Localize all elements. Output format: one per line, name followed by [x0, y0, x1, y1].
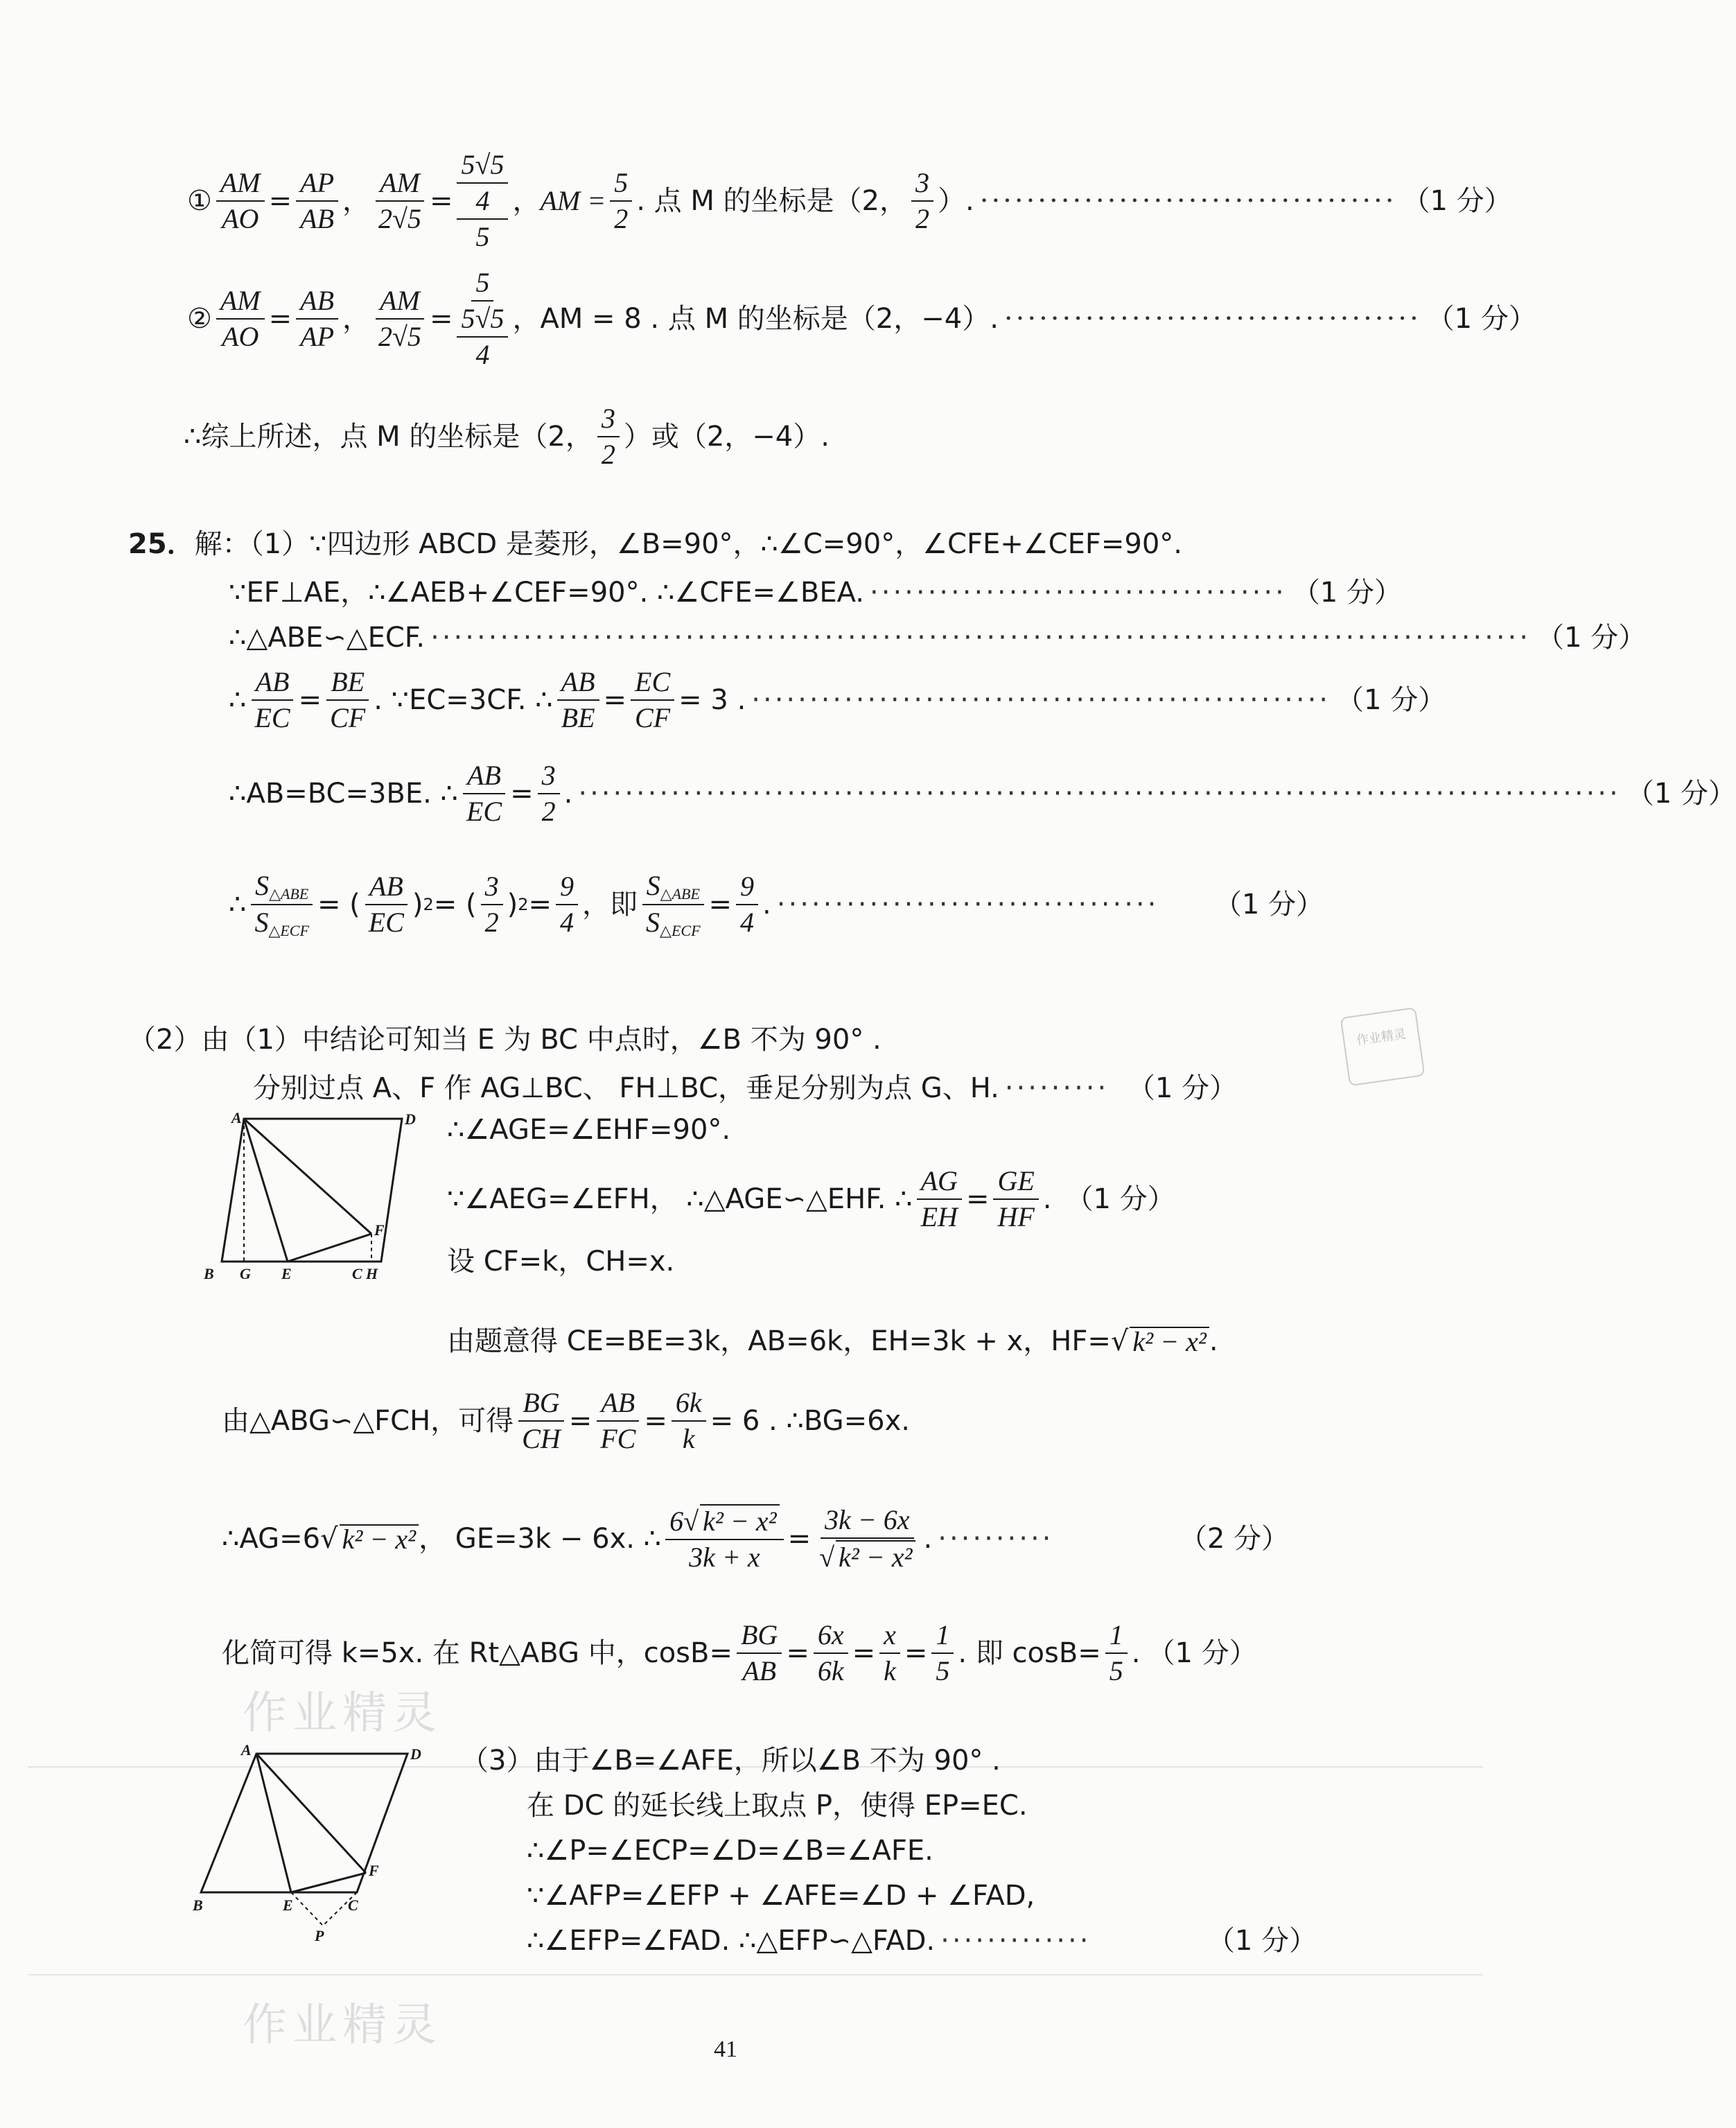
label-p: P — [315, 1927, 324, 1944]
q25-line1: 25． 解：（1）∵四边形 ABCD 是菱形，∠B=90°，∴∠C=90°，∠CFE+∠CEF=90°. — [128, 528, 1182, 560]
label-d: D — [405, 1110, 416, 1128]
question-number: 25． — [128, 528, 195, 560]
q25-line4: ∴ $\frac{AB}{EC}$ = $\frac{BE}{CF}$ . ∵EC=3CF. ∴ $\frac{AB}{BE}$ = $\frac{EC}{CF}$ = 3 . ·················································· （1 分） — [229, 666, 1446, 733]
part2-line6: 由题意得 CE=BE=3k，AB=6k，EH=3k + x，HF= √ k² − x² . — [447, 1325, 1218, 1357]
label-b: B — [193, 1896, 203, 1914]
part2-line5: 设 CF=k，CH=x. — [447, 1246, 675, 1277]
segment-ef — [291, 1873, 366, 1892]
label-f: F — [374, 1221, 385, 1239]
q25-line2: ∵EF⊥AE，∴∠AEB+∠CEF=90°. ∴∠CFE=∠BEA. ···································· （1 分） — [229, 577, 1402, 609]
segment-ae — [244, 1119, 288, 1262]
label-g: G — [240, 1265, 251, 1282]
q25-line5: ∴AB=BC=3BE. ∴ $\frac{AB}{EC}$ = $\frac{3}{2}$ . ·························································································· （1 分） — [229, 760, 1736, 827]
part2-line7: 由△ABG∽△FCH，可得 $\frac{BG}{CH}$ = $\frac{AB}{FC}$ = $\frac{6k}{k}$ = 6 . ∴BG=6x. — [222, 1387, 911, 1454]
q25-line3: ∴△ABE∽△ECF. ······························································································· （1 分） — [229, 622, 1647, 654]
label-e: E — [283, 1896, 293, 1914]
fraction: $\frac{AP}{AB}$ — [296, 166, 338, 236]
part3-line3: ∴∠P=∠ECP=∠D=∠B=∠AFE. — [527, 1835, 933, 1867]
fraction: $\frac{3}{2}$ — [911, 166, 933, 236]
part2-line3: ∴∠AGE=∠EHF=90°. — [447, 1114, 731, 1146]
label-e: E — [281, 1265, 292, 1282]
case1-marker: ① — [187, 185, 212, 217]
watermark: 作业精灵 — [243, 2000, 442, 2051]
am-eq: AM = — [540, 185, 606, 216]
part3-line2: 在 DC 的延长线上取点 P，使得 EP=EC. — [527, 1790, 1028, 1822]
label-b: B — [204, 1265, 214, 1282]
label-f: F — [369, 1862, 379, 1879]
figure-parallelogram-abcd — [187, 1740, 423, 1948]
part3-line5: ∴∠EFP=∠FAD. ∴△EFP∽△FAD. ············· （1 分） — [527, 1925, 1317, 1957]
part2-line1: （2）由（1）中结论可知当 E 为 BC 中点时，∠B 不为 90° . — [128, 1024, 882, 1056]
label-h: H — [366, 1265, 378, 1282]
figure-rectangle-abcd — [201, 1109, 416, 1282]
stamp-icon: 作业精灵 — [1340, 1007, 1426, 1086]
segment-af — [256, 1754, 366, 1873]
fraction: $\frac{5}{2}$ — [610, 166, 632, 236]
part2-line2: 分别过点 A、F 作 AG⊥BC、 FH⊥BC，垂足分别为点 G、H. ········· （1 分） — [253, 1072, 1237, 1104]
fraction: $\frac{AM}{AO}$ — [216, 166, 265, 236]
score-label: （1 分） — [1402, 185, 1512, 217]
label-c: C — [348, 1896, 358, 1914]
part3-line1: （3）由于∠B=∠AFE，所以∠B 不为 90° . — [461, 1745, 1001, 1777]
page-number: 41 — [714, 2037, 737, 2062]
label-c: C — [352, 1265, 362, 1282]
segment-ef — [288, 1234, 371, 1262]
part2-line4: ∵∠AEG=∠EFH， ∴△AGE∽△EHF. ∴ $\frac{AG}{EH}$ = $\frac{GE}{HF}$ . （1 分） — [447, 1165, 1175, 1232]
label-a: A — [231, 1109, 242, 1126]
part2-line9: 化简可得 k=5x. 在 Rt△ABG 中，cosB= $\frac{BG}{AB}$ = $\frac{6x}{6k}$ = $\frac{x}{k}$ = $\frac{1}{5}$ . 即 cosB= $\frac{1}{5}$ . （1 分） — [222, 1619, 1257, 1686]
compound-fraction: $\frac{\frac{5√5}{4}}{5}$ — [457, 148, 508, 254]
compound-fraction: $\frac{5}{\frac{5√5}{4}}$ — [457, 265, 508, 372]
fraction: $\frac{AM}{2√5}$ — [374, 166, 426, 236]
part2-line8: ∴AG=6 √ k² − x² ， GE=3k − 6x. ∴ $\frac{\text{6√ k² − x²}}{3k + x}$ = $\frac{3k - 6x}{\text{√ k² − x²}}$ . ·········· （2 分） — [222, 1504, 1289, 1573]
leader-dots: ···································· — [979, 185, 1397, 217]
segment-ae — [256, 1754, 291, 1892]
q24-case1-line: ① $\frac{AM}{AO}$ = $\frac{AP}{AB}$ ， $\frac{AM}{2√5}$ = $\frac{\frac{5√5}{4}}{5}$ ， AM = $\frac{5}{2}$ . 点 M 的坐标是（2， $\frac{3}{2}$ ）. ···································· （1 分） — [187, 139, 1310, 263]
part3-line4: ∵∠AFP=∠EFP + ∠AFE=∠D + ∠FAD, — [527, 1880, 1035, 1912]
watermark: 作业精灵 — [243, 1688, 442, 1739]
q24-conclusion: ∴综上所述，点 M 的坐标是（2， $\frac{3}{2}$ ）或（2，−4）. — [184, 403, 830, 470]
parallelogram-abcd — [222, 1119, 402, 1262]
label-a: A — [241, 1741, 252, 1759]
divider — [28, 1974, 1483, 1976]
segment-af — [244, 1119, 371, 1234]
label-d: D — [410, 1745, 421, 1763]
q24-case2-line: ② $\frac{AM}{AO}$ = $\frac{AB}{AP}$ ， $\frac{AM}{2√5}$ = $\frac{5}{\frac{5√5}{4}}$ ， AM = 8 . 点 M 的坐标是（2，−4）. ···································· （1 分） — [187, 256, 1310, 381]
q25-line6: ∴ $\frac{S_{\triangle ABE}}{S_{\triangle ECF}}$ = ( $\frac{AB}{EC}$ ) 2 = ( $\frac{3}{2}$ ) 2 = $\frac{9}{4}$ ，即 $\frac{S_{\triangle ABE}}{S_{\triangle ECF}}$ = $\frac{9}{4}$ . ································· （1 分） — [229, 869, 1324, 939]
segment-ep — [291, 1892, 323, 1926]
